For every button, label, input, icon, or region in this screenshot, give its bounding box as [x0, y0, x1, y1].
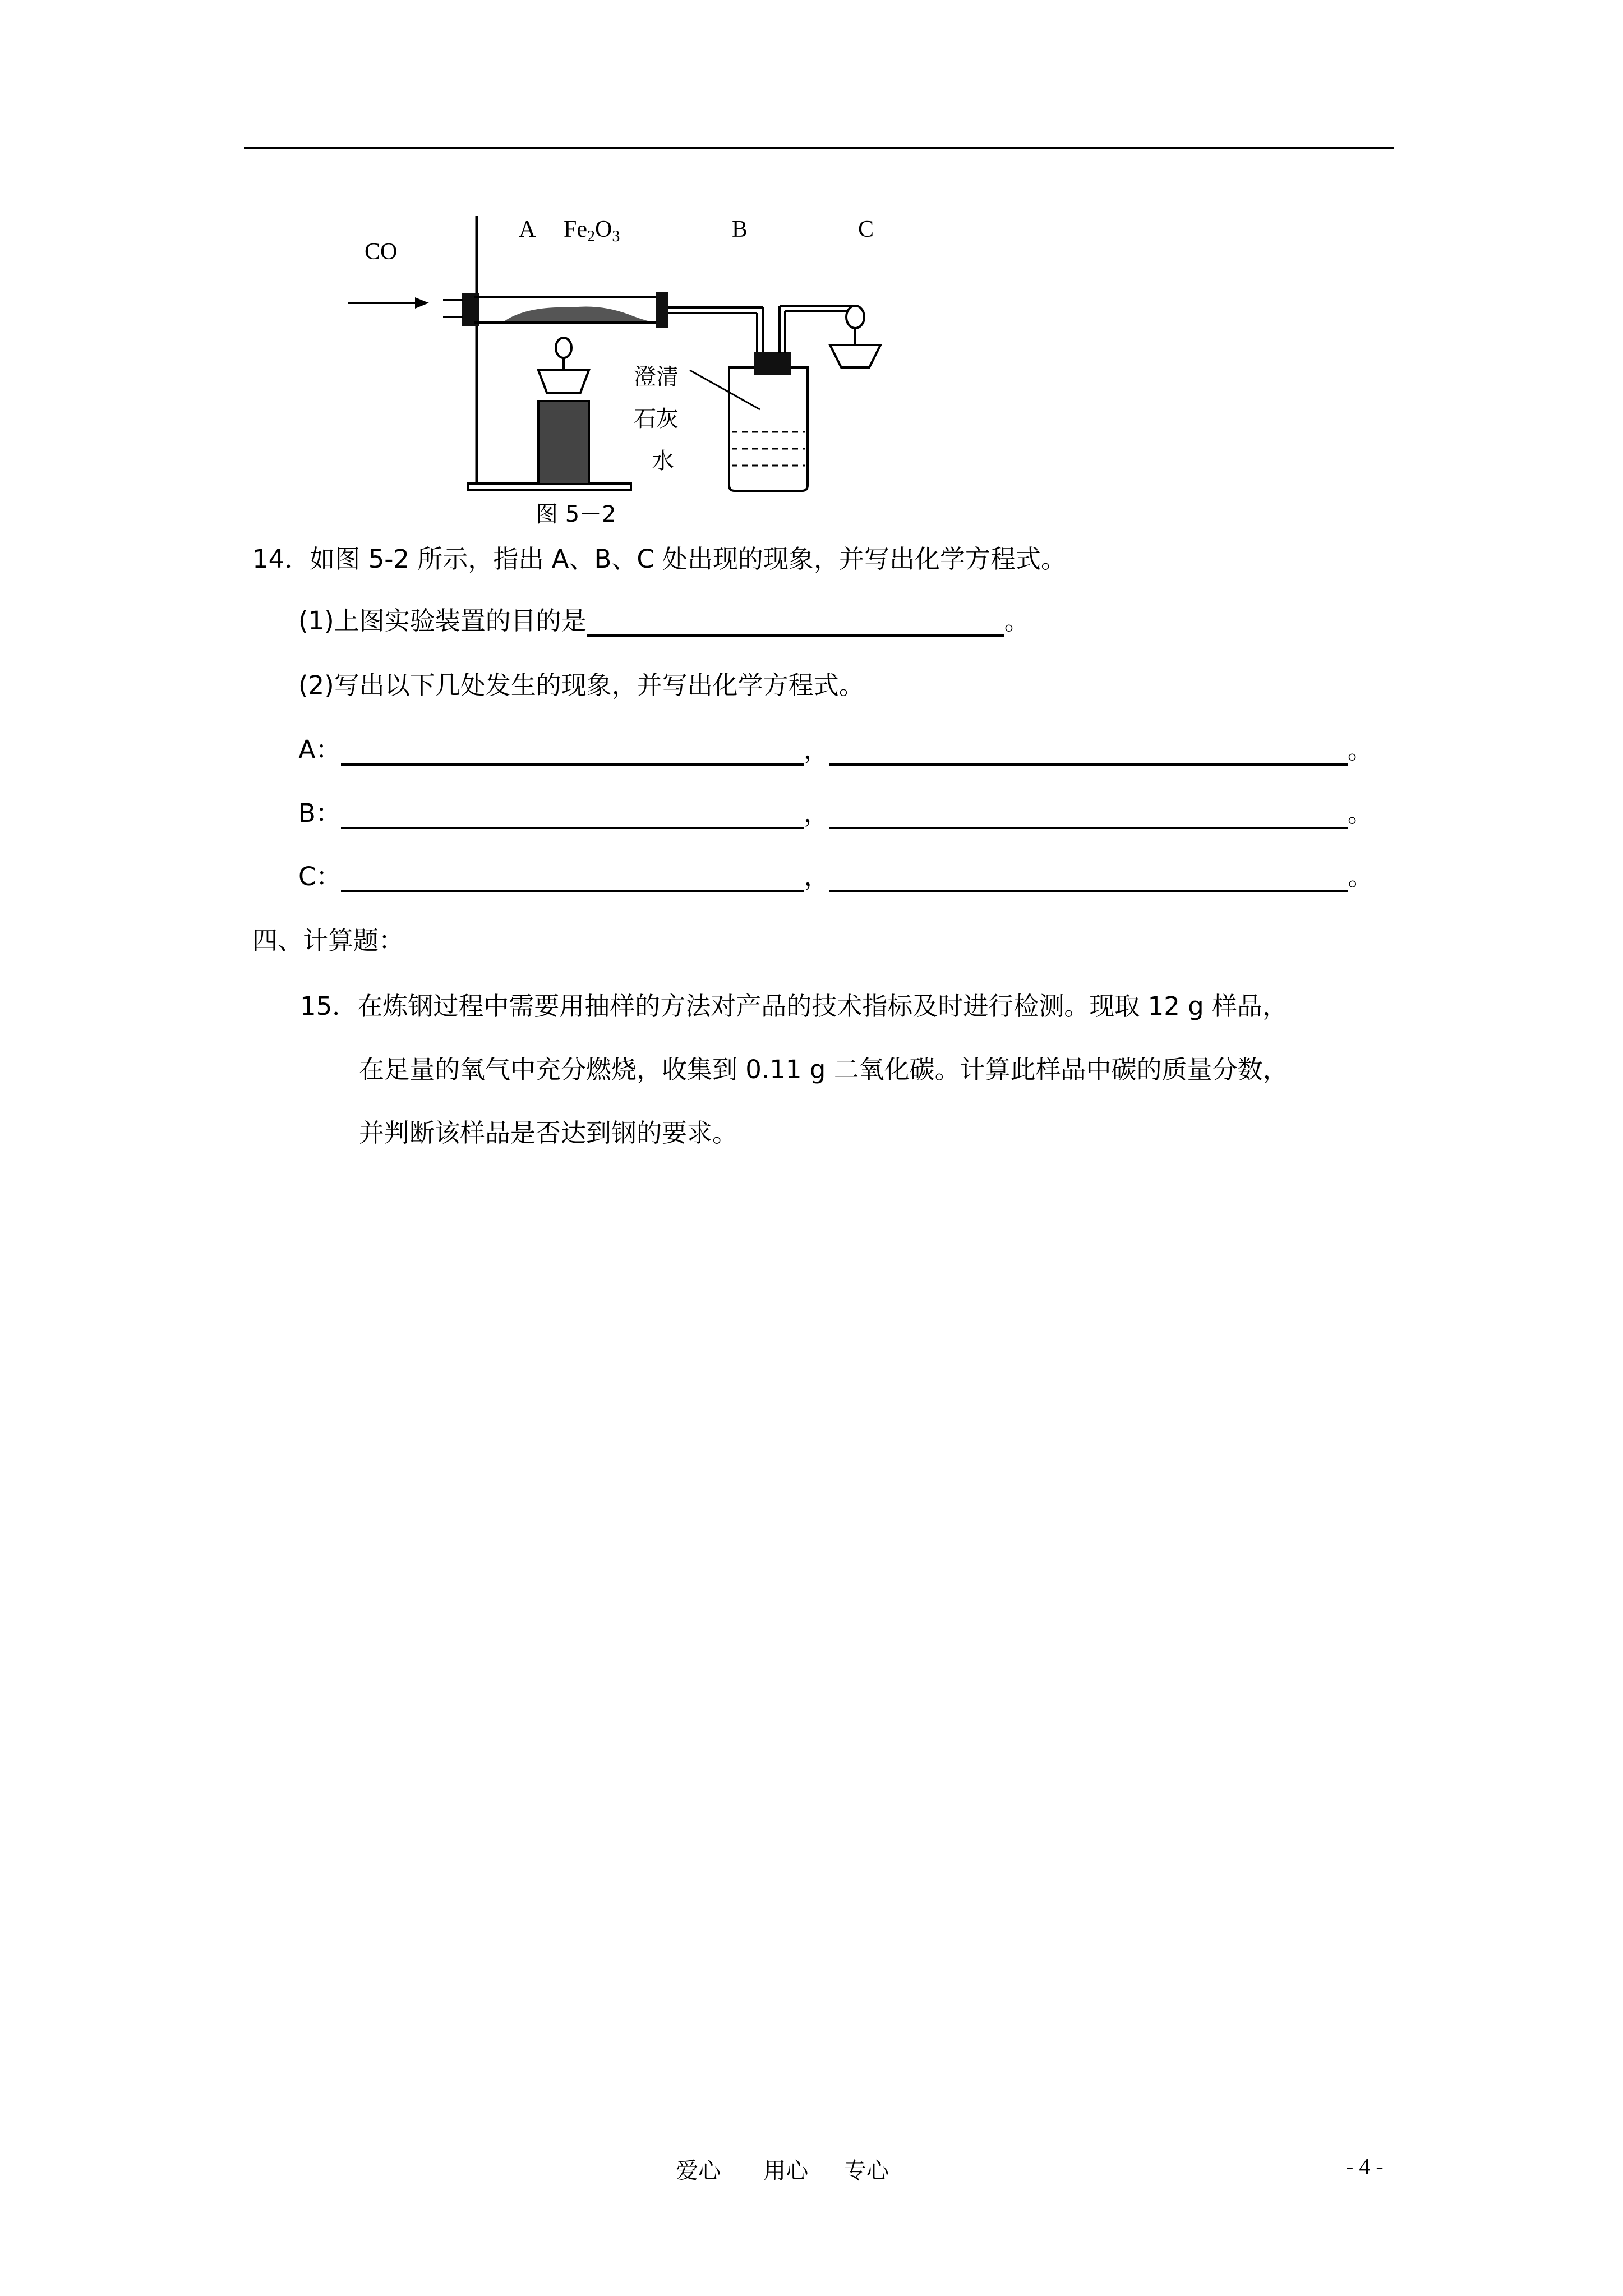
q14-part1-blank[interactable] — [587, 608, 1004, 637]
header-rule — [244, 147, 1394, 149]
footer-motto: 爱心 用心 专心 — [676, 2158, 889, 2184]
gas-label-co: CO — [365, 239, 398, 265]
label-c: C — [858, 217, 874, 242]
figure-caption: 图 5－2 — [536, 501, 616, 527]
apparatus-diagram — [336, 208, 965, 499]
apparatus-figure — [336, 208, 965, 499]
section4-title: 四、计算题： — [252, 926, 404, 955]
limewater-label-3: 水 — [652, 448, 674, 474]
row-c-phenomenon-blank[interactable] — [341, 863, 804, 892]
q14-part1: (1)上图实验装置的目的是 。 — [298, 606, 1030, 636]
q14-stem: 14．如图 5-2 所示，指出 A、B、C 处出现的现象，并写出化学方程式。 — [252, 544, 1067, 574]
row-a-phenomenon-blank[interactable] — [341, 737, 804, 766]
row-b-phenomenon-blank[interactable] — [341, 800, 804, 829]
q14-part2: (2)写出以下几处发生的现象，并写出化学方程式。 — [298, 670, 864, 700]
q15-line3: 并判断该样品是否达到钢的要求。 — [359, 1118, 738, 1148]
label-fe2o3: $Fe_2O_3$ — [564, 217, 620, 245]
row-b-equation-blank[interactable] — [829, 800, 1348, 829]
q14-row-c: C： ， 。 — [298, 862, 1373, 891]
q14-row-b: B： ， 。 — [298, 798, 1373, 828]
q14-row-a: A： ， 。 — [298, 735, 1373, 765]
limewater-label-2: 石灰 — [634, 406, 679, 432]
label-b: B — [732, 217, 748, 242]
q15-line2: 在足量的氧气中充分燃烧，收集到 0.11 g 二氧化碳。计算此样品中碳的质量分数， — [359, 1055, 1288, 1084]
limewater-label-1: 澄清 — [634, 364, 679, 390]
row-c-equation-blank[interactable] — [829, 863, 1348, 892]
q15-line1: 15．在炼钢过程中需要用抽样的方法对产品的技术指标及时进行检测。现取 12 g 样品， — [300, 991, 1288, 1021]
page-number: - 4 - — [1346, 2154, 1384, 2179]
row-a-equation-blank[interactable] — [829, 737, 1348, 766]
label-a: A — [519, 217, 536, 242]
